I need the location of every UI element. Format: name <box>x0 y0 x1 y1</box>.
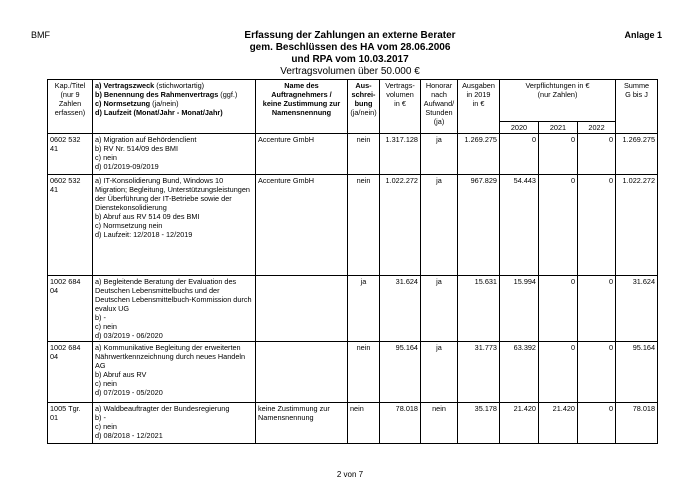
cell-2020: 15.994 <box>500 276 539 342</box>
cell-contractor <box>256 276 348 342</box>
cell-spend: 967.829 <box>458 175 500 276</box>
cell-2022: 0 <box>578 342 616 403</box>
cell-tender: ja <box>348 276 380 342</box>
cell-spend: 15.631 <box>458 276 500 342</box>
table-row <box>48 175 658 276</box>
cell-fee: ja <box>421 276 458 342</box>
cell-tender: nein <box>348 403 380 444</box>
header-contractor: Name des Auftragnehmers / keine Zustimmung zur Namensnennung <box>256 80 348 134</box>
title-line: gem. Beschlüssen des HA vom 28.06.2006 <box>249 42 451 53</box>
title-line: Erfassung der Zahlungen an externe Berater <box>244 30 456 41</box>
header-kap: Kap./Titel (nur 9 Zahlen erfassen) <box>48 80 93 134</box>
header-tender: Aus- schrei- bung (ja/nein) <box>348 80 380 134</box>
cell-tender: nein <box>348 134 380 175</box>
table-row <box>48 134 658 175</box>
header-purpose: a) Vertragszweck (stichwortartig) b) Benennung des Rahmenvertrags (ggf.) c) Normsetzung (ja/nein) d) Laufzeit (Monat/Jahr - Monat/Jahr) <box>93 80 256 134</box>
cell-purpose: a) IT-Konsolidierung Bund, Windows 10 Migration; Begleitung, Unterstützungsleistungen der Überführung der IT-Betriebe sowie der Dienstekonsolidierung b) Abruf aus RV 514 09 des BMI c) Normsetzung nein d) Laufzeit: 12/2018 - 12/2019 <box>93 175 256 276</box>
cell-2020: 63.392 <box>500 342 539 403</box>
cell-fee: nein <box>421 403 458 444</box>
cell-2020: 21.420 <box>500 403 539 444</box>
cell-2021: 21.420 <box>539 403 578 444</box>
cell-kap: 0602 532 41 <box>48 175 93 276</box>
cell-volume: 31.624 <box>380 276 421 342</box>
cell-volume: 1.317.128 <box>380 134 421 175</box>
cell-volume: 78.018 <box>380 403 421 444</box>
cell-purpose: a) Begleitende Beratung der Evaluation des Deutschen Lebensmittelbuchs und der Deutschen Lebensmittelbuch-Kommission durch evalux UG b) - c) nein d) 03/2019 - 06/2020 <box>93 276 256 342</box>
cell-purpose: a) Waldbeauftragter der Bundesregierung b) - c) nein d) 08/2018 - 12/2021 <box>93 403 256 444</box>
header-commitments: Verpflichtungen in € (nur Zahlen) <box>500 80 616 122</box>
header-year-2022: 2022 <box>578 122 616 134</box>
cell-2021: 0 <box>539 276 578 342</box>
cell-2022: 0 <box>578 403 616 444</box>
cell-volume: 95.164 <box>380 342 421 403</box>
cell-2022: 0 <box>578 134 616 175</box>
header-year-2020: 2020 <box>500 122 539 134</box>
payments-table <box>47 79 658 444</box>
cell-kap: 0602 532 41 <box>48 134 93 175</box>
cell-sum: 1.269.275 <box>616 134 658 175</box>
document-title <box>0 30 700 78</box>
cell-spend: 31.773 <box>458 342 500 403</box>
cell-2020: 54.443 <box>500 175 539 276</box>
table-row <box>48 403 658 444</box>
cell-2021: 0 <box>539 342 578 403</box>
annex-label: Anlage 1 <box>624 30 662 40</box>
cell-2021: 0 <box>539 175 578 276</box>
header-sum: Summe G bis J <box>616 80 658 134</box>
cell-sum: 1.022.272 <box>616 175 658 276</box>
cell-purpose: a) Kommunikative Begleitung der erweiterten Nährwertkennzeichnung durch neues Handeln AG b) Abruf aus RV c) nein d) 07/2019 - 05/2020 <box>93 342 256 403</box>
table-row <box>48 276 658 342</box>
cell-sum: 31.624 <box>616 276 658 342</box>
table-row <box>48 342 658 403</box>
cell-2021: 0 <box>539 134 578 175</box>
cell-fee: ja <box>421 175 458 276</box>
title-subtitle: Vertragsvolumen über 50.000 € <box>280 66 420 77</box>
cell-2022: 0 <box>578 175 616 276</box>
cell-tender: nein <box>348 175 380 276</box>
cell-purpose: a) Migration auf Behördenclient b) RV Nr. 514/09 des BMI c) nein d) 01/2019-09/2019 <box>93 134 256 175</box>
cell-contractor: Accenture GmbH <box>256 175 348 276</box>
cell-contractor: Accenture GmbH <box>256 134 348 175</box>
cell-sum: 78.018 <box>616 403 658 444</box>
cell-spend: 35.178 <box>458 403 500 444</box>
cell-tender: nein <box>348 342 380 403</box>
cell-spend: 1.269.275 <box>458 134 500 175</box>
cell-fee: ja <box>421 342 458 403</box>
header-spend: Ausgaben in 2019 in € <box>458 80 500 134</box>
page-number: 2 von 7 <box>336 470 364 479</box>
cell-volume: 1.022.272 <box>380 175 421 276</box>
header-fee: Honorar nach Aufwand/ Stunden (ja) <box>421 80 458 134</box>
cell-kap: 1005 Tgr. 01 <box>48 403 93 444</box>
cell-2020: 0 <box>500 134 539 175</box>
cell-sum: 95.164 <box>616 342 658 403</box>
cell-contractor: keine Zustimmung zur Namensnennung <box>256 403 348 444</box>
cell-kap: 1002 684 04 <box>48 276 93 342</box>
ministry-label: BMF <box>31 30 50 40</box>
cell-kap: 1002 684 04 <box>48 342 93 403</box>
title-line: und RPA vom 10.03.2017 <box>291 54 409 65</box>
cell-contractor <box>256 342 348 403</box>
cell-2022: 0 <box>578 276 616 342</box>
header-volume: Vertrags- volumen in € <box>380 80 421 134</box>
cell-fee: ja <box>421 134 458 175</box>
header-year-2021: 2021 <box>539 122 578 134</box>
